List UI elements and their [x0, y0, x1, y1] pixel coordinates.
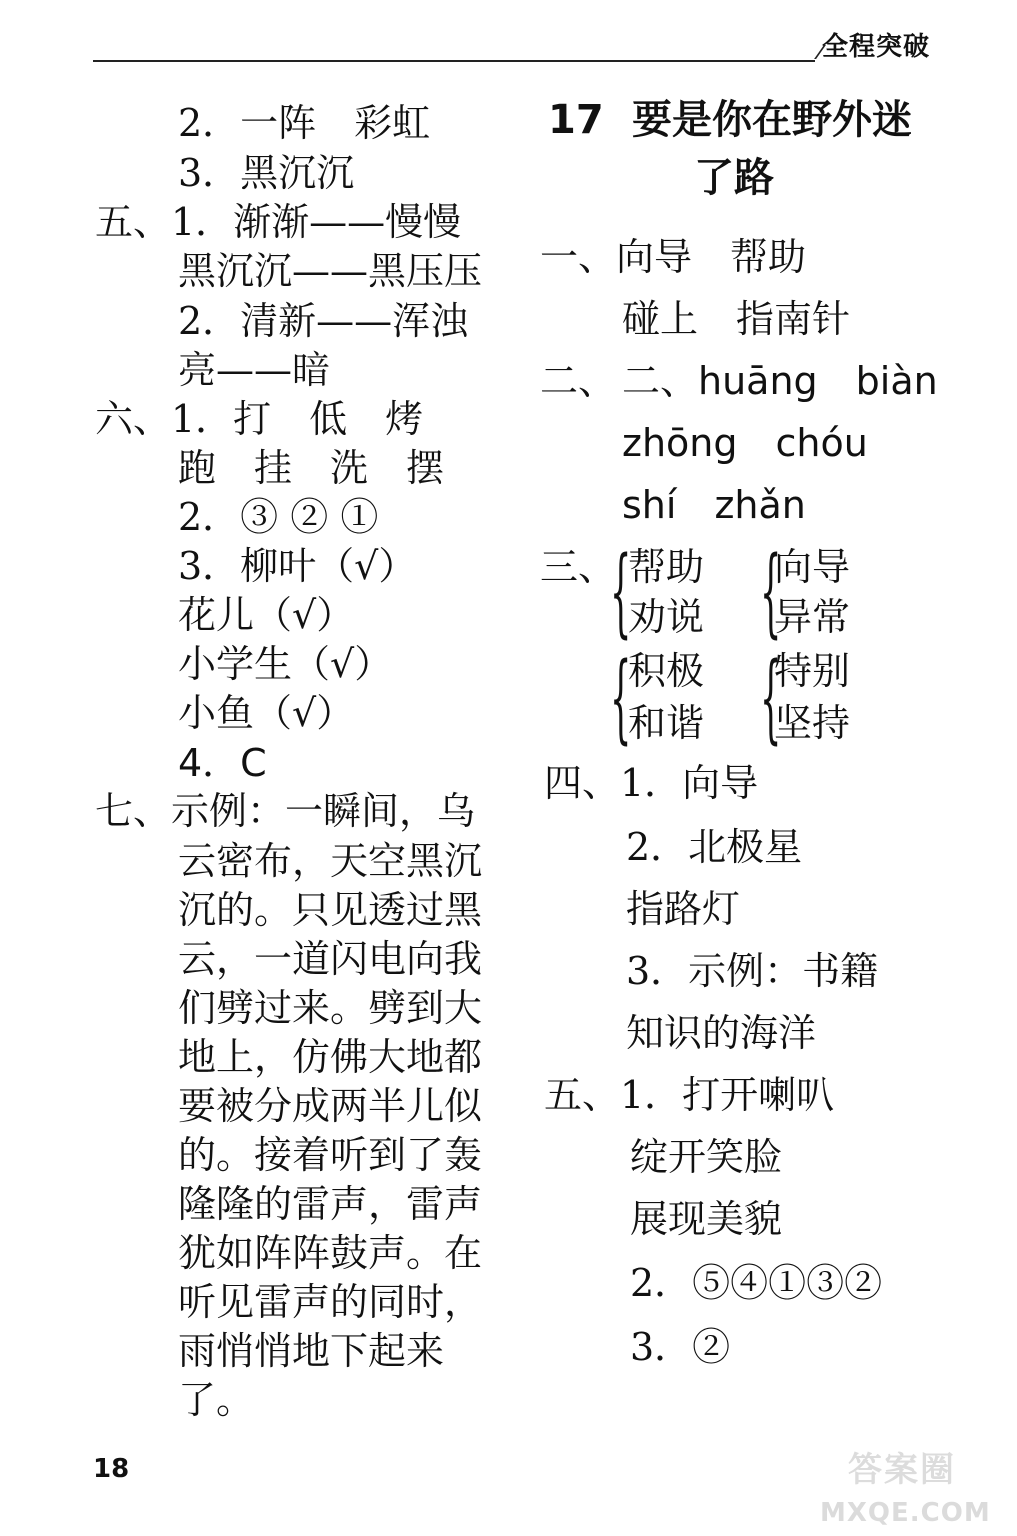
word-pair-item: 劝说 — [628, 595, 705, 639]
answer-line: 碰上 指南针 — [622, 297, 851, 341]
word-pair-item: 帮助 — [628, 545, 705, 589]
answer-line: 小鱼（√） — [178, 691, 355, 735]
answer-line: 小学生（√） — [178, 642, 393, 686]
essay-line: 了。 — [178, 1378, 255, 1422]
word-pair-item: 异常 — [774, 595, 851, 639]
brace-icon: { — [610, 642, 632, 754]
essay-line: 地上，仿佛大地都 — [178, 1035, 483, 1079]
pinyin-line: shí zhǎn — [622, 483, 806, 527]
essay-line: 云密布，天空黑沉 — [178, 839, 483, 883]
section-two-label: 二、 — [540, 359, 617, 403]
answer-line: 3．黑沉沉 — [178, 151, 355, 195]
essay-line: 要被分成两半儿似 — [178, 1084, 483, 1128]
word-pair-item: 积极 — [628, 649, 705, 693]
answer-line: 3．示例：书籍 — [626, 949, 879, 993]
word-pair-item: 特别 — [774, 649, 851, 693]
watermark-logo — [848, 1442, 998, 1492]
pinyin-line: zhōng chóu — [622, 421, 868, 465]
header-rule — [93, 60, 815, 62]
section-four-line: 四、1．向导 — [544, 761, 759, 805]
word-pair-item: 向导 — [774, 545, 851, 589]
answer-line: 3．② — [630, 1325, 731, 1369]
essay-line: 听见雷声的同时， — [178, 1280, 483, 1324]
answer-line: 展现美貌 — [630, 1197, 783, 1241]
answer-line: 亮——暗 — [178, 348, 331, 392]
lesson-title-line1: 要是你在野外迷 — [632, 97, 912, 143]
answer-line: 绽开笑脸 — [630, 1135, 783, 1179]
answer-line: 跑 挂 洗 摆 — [178, 446, 445, 490]
essay-line: 沉的。只见透过黑 — [178, 888, 483, 932]
answer-line: 3．柳叶（√） — [178, 544, 417, 588]
essay-line: 雨悄悄地下起来 — [178, 1329, 445, 1373]
section-five-line: 五、1．渐渐——慢慢 — [95, 200, 462, 244]
answer-line: 黑沉沉——黑压压 — [178, 249, 483, 293]
section-five-line: 五、1．打开喇叭 — [544, 1073, 835, 1117]
section-seven-line: 七、示例：一瞬间，乌 — [95, 789, 476, 833]
essay-line: 犹如阵阵鼓声。在 — [178, 1231, 483, 1275]
pinyin-line: 二、huāng biàn — [622, 359, 938, 403]
word-pair-item: 和谐 — [628, 701, 705, 745]
header-title: 全程突破 — [822, 32, 931, 62]
watermark-url: MXQE.COM — [820, 1498, 991, 1528]
answer-line: 指路灯 — [626, 887, 741, 931]
word-pair-item: 坚持 — [774, 701, 851, 745]
essay-line: 云，一道闪电向我 — [178, 937, 483, 981]
section-one-line: 一、向导 帮助 — [540, 235, 807, 279]
answer-line: 2．③ ② ① — [178, 495, 379, 539]
answer-line: 2．⑤④①③② — [630, 1261, 883, 1305]
answer-line: 2．清新——浑浊 — [178, 299, 469, 343]
section-six-line: 六、1．打 低 烤 — [95, 397, 424, 441]
lesson-title-line2: 了路 — [694, 155, 774, 201]
answer-line: 2．一阵 彩虹 — [178, 101, 431, 145]
essay-line: 的。接着听到了轰 — [178, 1133, 483, 1177]
brace-icon: { — [760, 536, 782, 648]
page-number: 18 — [93, 1454, 130, 1484]
lesson-number: 17 — [548, 97, 604, 143]
brace-icon: { — [610, 536, 632, 648]
essay-line: 隆隆的雷声，雷声 — [178, 1182, 483, 1226]
answer-line: 知识的海洋 — [626, 1011, 817, 1055]
answer-line: 花儿（√） — [178, 593, 355, 637]
answer-line: 2．北极星 — [626, 825, 803, 869]
brace-icon: { — [760, 642, 782, 754]
watermark-text: 答案圈 — [848, 1450, 956, 1490]
answer-line: 4．C — [178, 741, 267, 785]
essay-line: 们劈过来。劈到大 — [178, 986, 483, 1030]
section-three-label: 三、 — [540, 545, 617, 589]
